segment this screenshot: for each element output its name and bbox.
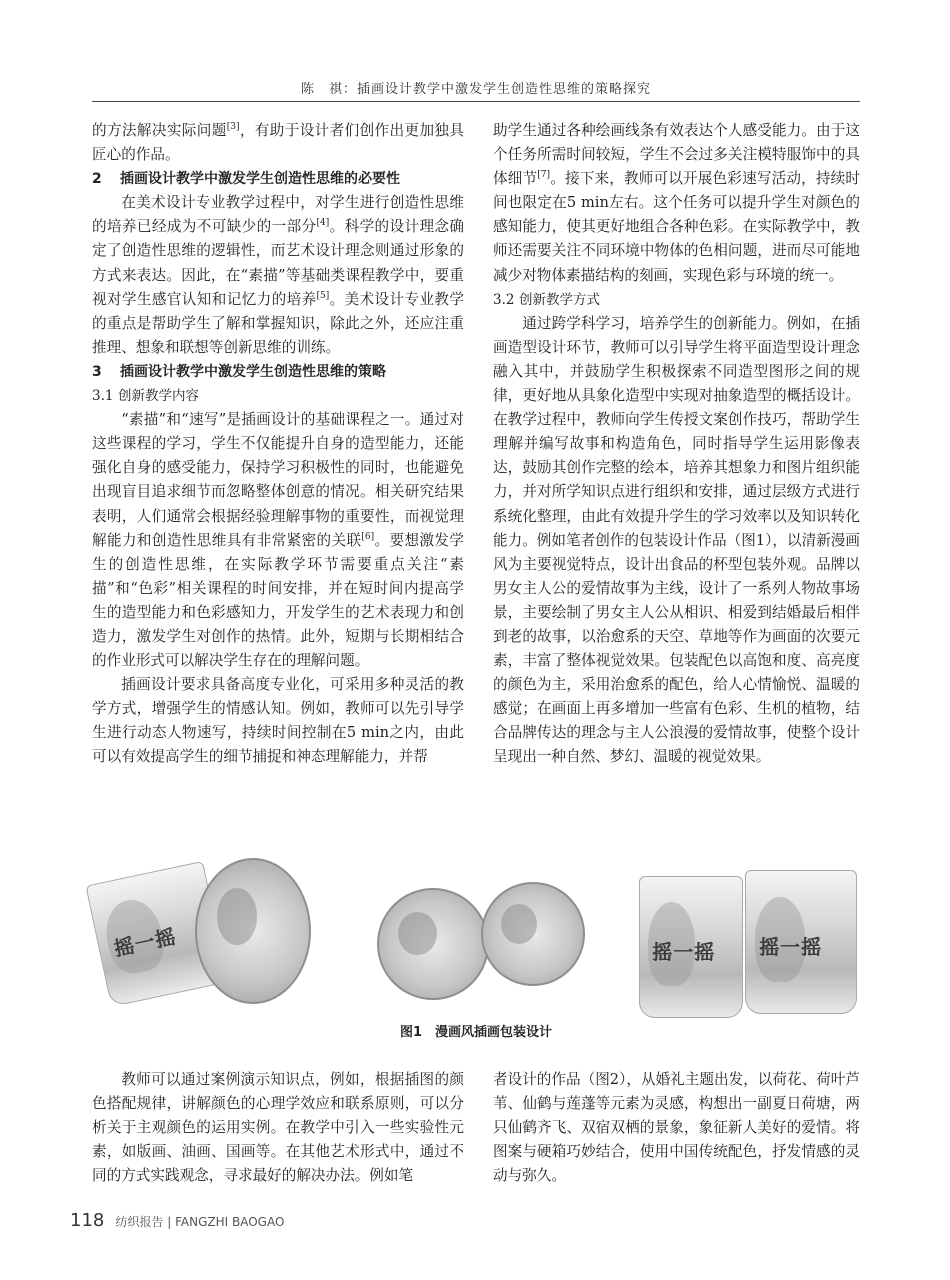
citation: [5] <box>316 290 330 301</box>
paragraph: 助学生通过各种绘画线条有效表达个人感受能力。由于这个任务所需时间较短，学生不会过多关注模特服饰中的具体细节[7]。接下来，教师可以开展色彩速写活动，持续时间也限定在5 min左右。这个任务可以提升学生对颜色的感知能力，使其更好地组合各种色彩。在实际教学中，教师还需要关注不同环境中物体的色相问题，进而尽可能地减少对物体素描结构的刻画，实现色彩与环境的统一。 <box>493 122 860 284</box>
figure-caption: 图1 漫画风插画包装设计 <box>399 1025 553 1040</box>
cup-front: 摇一摇 <box>639 876 743 1018</box>
citation: [3] <box>226 122 240 133</box>
subsection-heading-3-1: 3.1 创新教学内容 <box>92 388 199 405</box>
right-column <box>493 119 860 770</box>
citation: [7] <box>537 170 551 181</box>
left-column <box>92 119 464 770</box>
header-rule <box>92 101 860 102</box>
citation: [6] <box>361 531 375 542</box>
package-photo-middle <box>377 850 582 1020</box>
page-footer <box>70 1210 284 1231</box>
bottom-left-column <box>92 1068 464 1188</box>
journal-name: 纺织报告 | FANGZHI BAOGAO <box>115 1215 285 1229</box>
figure-1-packaging-photos <box>92 850 860 1020</box>
running-header: 陈 祺：插画设计教学中激发学生创造性思维的策略探究 <box>300 82 651 97</box>
package-photo-right <box>637 850 859 1020</box>
subsection-heading-3-2: 3.2 创新教学方式 <box>493 291 600 308</box>
cup-side: 摇一摇 <box>85 861 228 1007</box>
cup-front: 摇一摇 <box>745 870 857 1014</box>
paragraph: 教师可以通过案例演示知识点，例如，根据插图的颜色搭配规律，讲解颜色的心理学效应和联系原则，可以分析关于主观颜色的运用实例。在教学中引入一些实验性元素，如版画、油画、国画等。在其他艺术形式中，通过不同的方式实践观念，寻求最好的解决办法。例如笔 <box>92 1071 464 1185</box>
paragraph: 的方法解决实际问题[3]，有助于设计者们创作出更加独具匠心的作品。 <box>92 122 464 164</box>
bottom-right-column <box>493 1068 860 1188</box>
paragraph: 插画设计要求具备高度专业化，可采用多种灵活的教学方式，增强学生的情感认知。例如，教师可以先引导学生进行动态人物速写，持续时间控制在5 min之内，由此可以有效提高学生的细节捕捉和神态理解能力，并帮 <box>92 676 464 766</box>
package-photo-left <box>97 850 307 1020</box>
paragraph: 在美术设计专业教学过程中，对学生进行创造性思维的培养已经成为不可缺少的一部分[4]。科学的设计理念确定了创造性思维的逻辑性，而艺术设计理念则通过形象的方式来表达。因此，在“素描”等基础类课程教学中，要重视对学生感官认知和记忆力的培养[5]。美术设计专业教学的重点是帮助学生了解和掌握知识，除此之外，还应注重推理、想象和联想等创新思维的训练。 <box>92 194 464 356</box>
paragraph: “素描”和“速写”是插画设计的基础课程之一。通过对这些课程的学习，学生不仅能提升自身的造型能力，还能强化自身的感受能力，保持学习积极性的同时，也能避免出现盲目追求细节而忽略整体创意的情况。相关研究结果表明，人们通常会根据经验理解事物的重要性，而视觉理解能力和创造性思维具有非常紧密的关联[6]。要想激发学生的创造性思维，在实际教学环节需要重点关注“素描”和“色彩”相关课程的时间安排，并在短时间内提高学生的造型能力和色彩感知力，开发学生的艺术表现力和创造力，激发学生对创作的热情。此外，短期与长期相结合的作业形式可以解决学生存在的理解问题。 <box>92 411 464 670</box>
cup-lid <box>195 858 311 1004</box>
paragraph: 通过跨学科学习，培养学生的创新能力。例如，在插画造型设计环节，教师可以引导学生将平面造型设计理念融入其中，并鼓励学生积极探索不同造型图形之间的规律，更好地从具象化造型中实现对抽象造型的概括设计。在教学过程中，教师向学生传授文案创作技巧，帮助学生理解并编写故事和构造角色，同时指导学生运用影像表达，鼓励其创作完整的绘本，培养其想象力和图片组织能力，并对所学知识点进行组织和安排，通过层级方式进行系统化整理，由此有效提升学生的学习效率以及知识转化能力。例如笔者创作的包装设计作品（图1），以清新漫画风为主要视觉特点，设计出食品的杯型包装外观。品牌以男女主人公的爱情故事为主线，设计了一系列人物故事场景，主要绘制了男女主人公从相识、相爱到结婚最后相伴到老的故事，以治愈系的天空、草地等作为画面的次要元素，丰富了整体视觉效果。包装配色以高饱和度、高亮度的颜色为主，采用治愈系的配色，给人心情愉悦、温暖的感觉；在画面上再多增加一些富有色彩、生机的植物，结合品牌传达的理念与主人公浪漫的爱情故事，使整个设计呈现出一种自然、梦幻、温暖的视觉效果。 <box>493 314 860 766</box>
cup-lid <box>377 888 489 1000</box>
paragraph: 者设计的作品（图2），从婚礼主题出发，以荷花、荷叶芦苇、仙鹤与莲蓬等元素为灵感，构想出一副夏日荷塘，两只仙鹤齐飞、双宿双栖的景象，象征新人美好的爱情。将图案与硬箱巧妙结合，使用中国传统配色，抒发情感的灵动与弥久。 <box>493 1071 860 1185</box>
cup-lid <box>481 882 585 986</box>
citation: [4] <box>316 218 330 229</box>
page-number: 118 <box>70 1210 105 1231</box>
section-heading-2: 2 插画设计教学中激发学生创造性思维的必要性 <box>92 171 400 188</box>
section-heading-3: 3 插画设计教学中激发学生创造性思维的策略 <box>92 363 386 380</box>
